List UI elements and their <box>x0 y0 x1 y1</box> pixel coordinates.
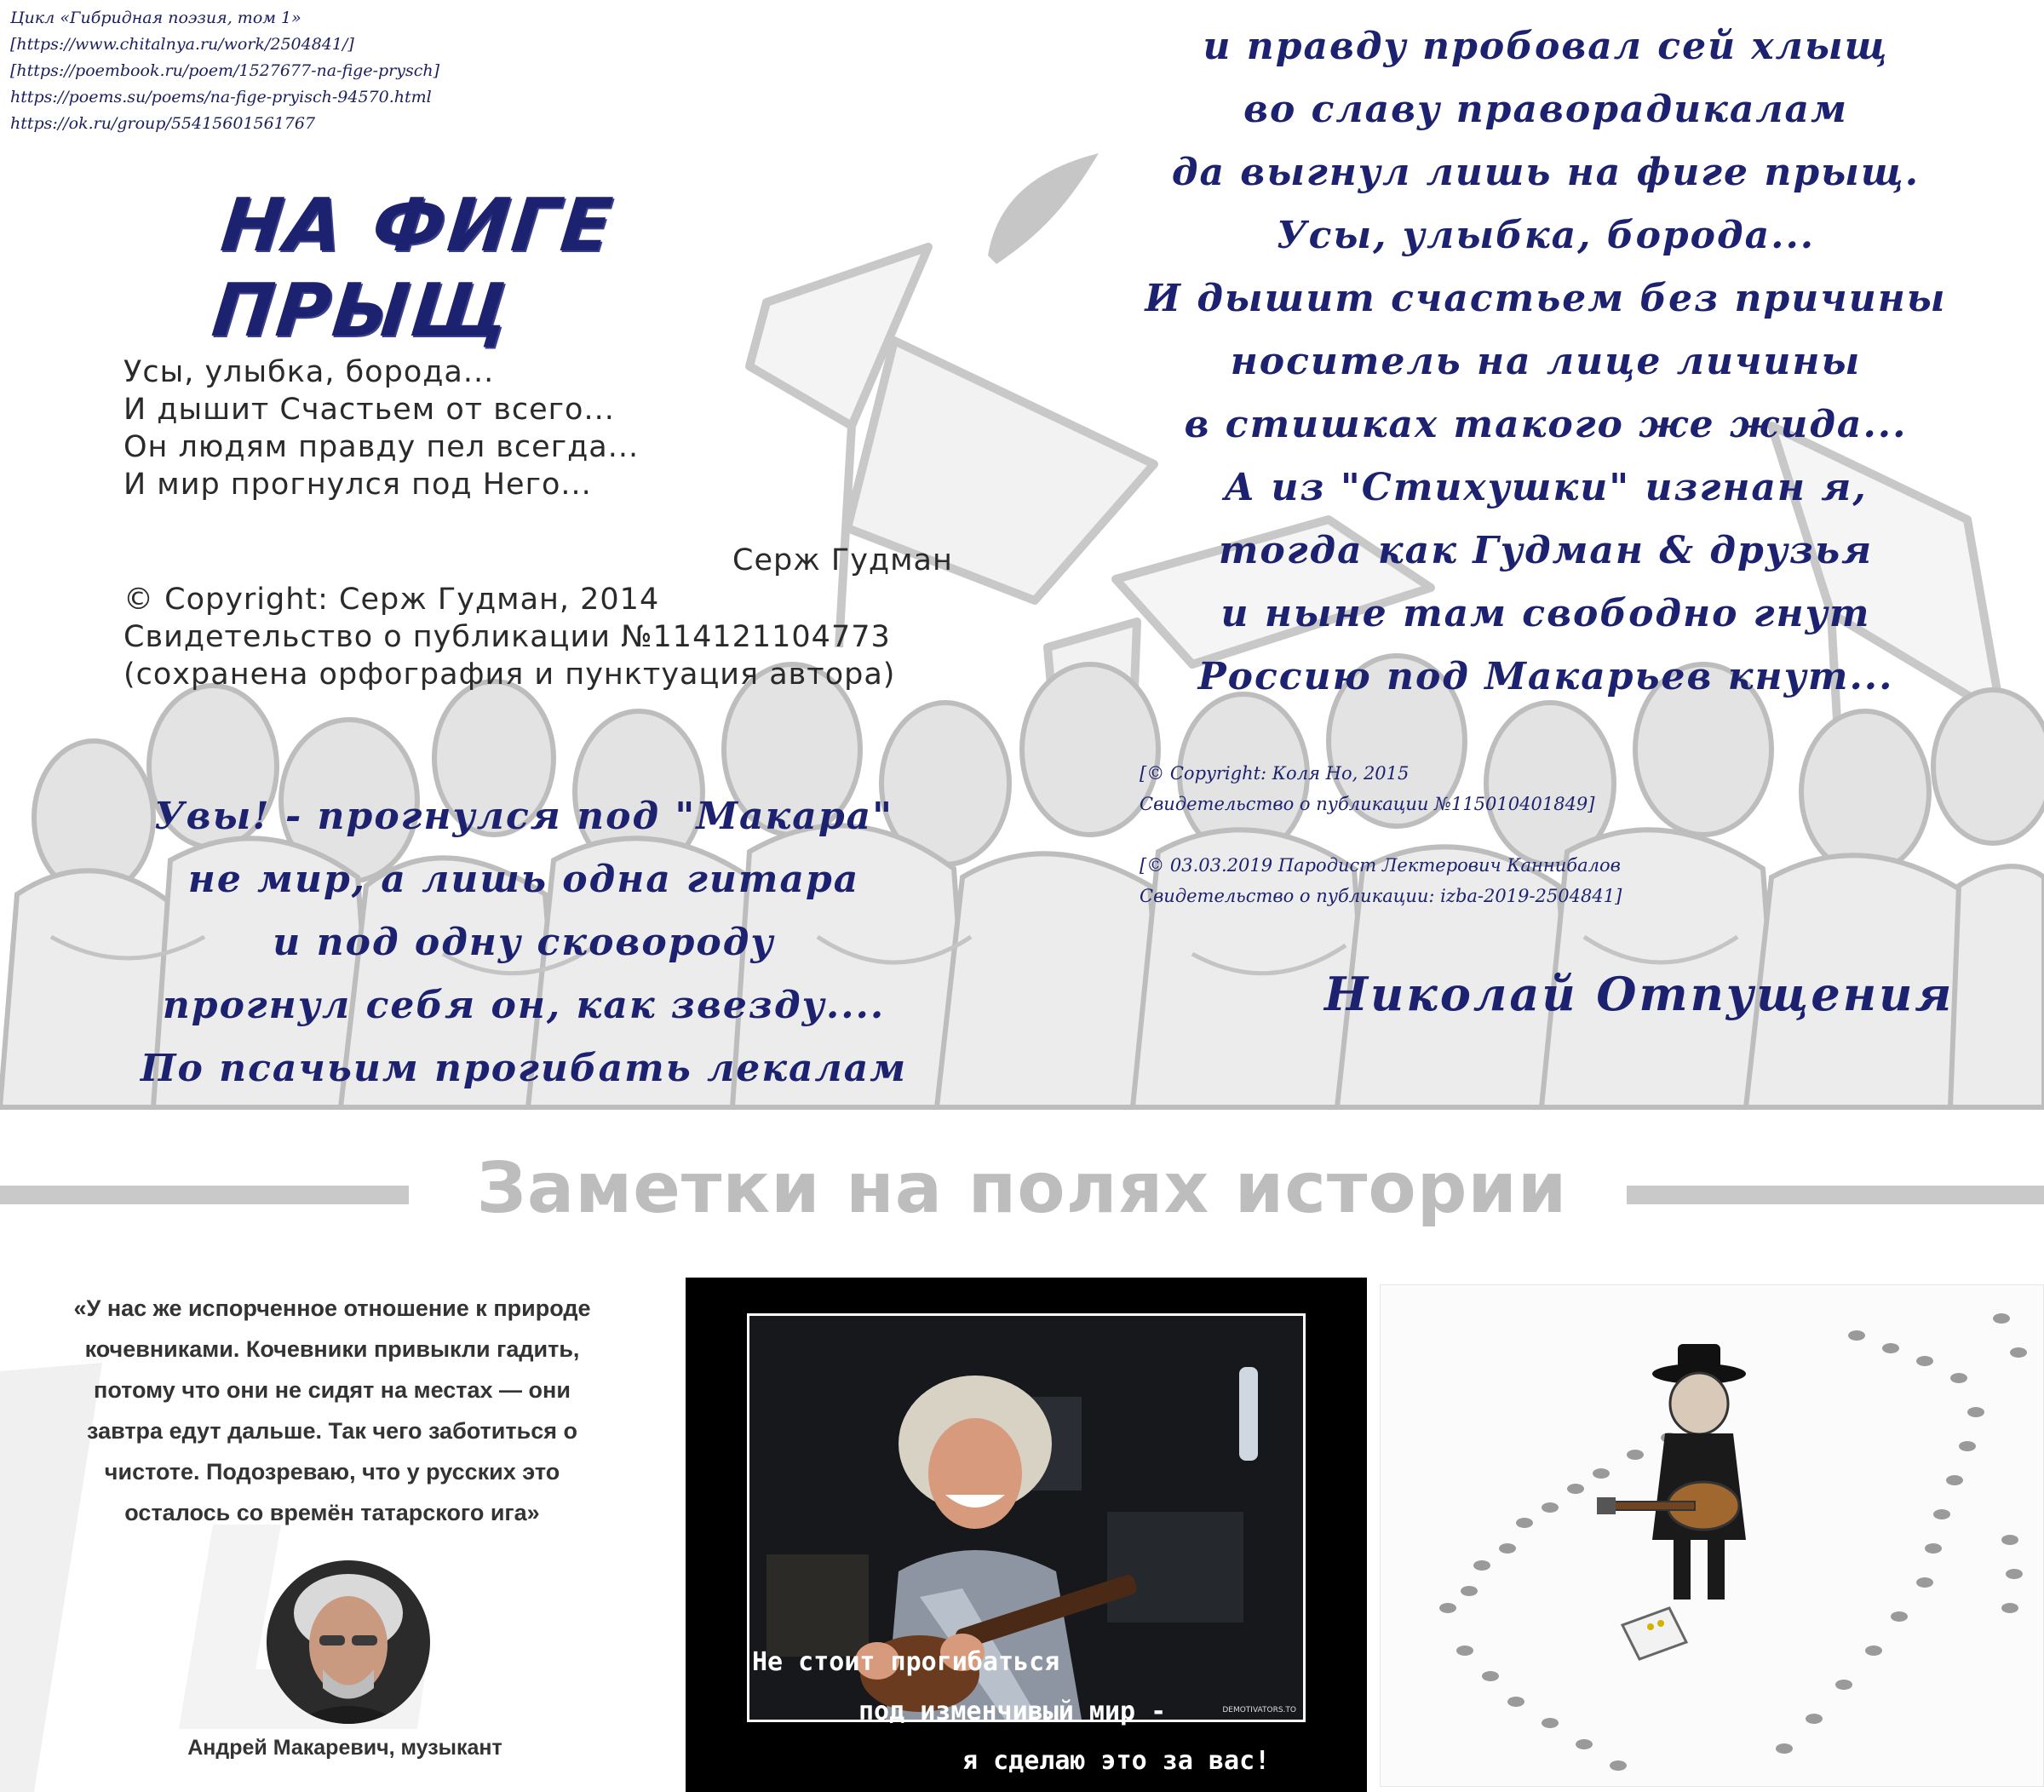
poem-line: Усы, улыбка, борода... <box>123 355 495 389</box>
quote-text <box>34 1288 630 1533</box>
parody-line: носитель на лице личины <box>1230 340 1862 383</box>
copyright-line: Свидетельство о публикации №114121104773 <box>123 620 891 654</box>
quote-line: осталось со времён татарского ига» <box>124 1500 540 1525</box>
poem-line: И мир прогнулся под Него... <box>123 468 592 502</box>
copyright-line: Свидетельство о публикации №115010401849] <box>1140 794 1595 814</box>
poem-line: И дышит Счастьем от всего... <box>123 393 615 427</box>
parody-line: и правду пробовал сей хлыщ <box>1203 25 1889 68</box>
quote-line: кочевниками. Кочевники привыкли гадить, <box>84 1336 580 1362</box>
poem-line: Он людям правду пел всегда... <box>123 430 640 464</box>
parody-line: да выгнул лишь на фиге прыщ. <box>1171 151 1921 194</box>
source-link[interactable]: [https://www.chitalnya.ru/work/2504841/] <box>10 35 354 54</box>
copyright-line: [© 03.03.2019 Пародист Лектерович Каннибалов <box>1140 855 1621 876</box>
avatar <box>267 1560 430 1724</box>
banner-rule-left <box>0 1186 409 1204</box>
cartoon-guitarist-in-snow <box>1380 1284 2044 1787</box>
parody-line: во славу праворадикалам <box>1243 88 1848 131</box>
parody-line: Увы! - прогнулся под "Макара" <box>153 795 894 838</box>
parody-line: и ныне там свободно гнут <box>1220 592 1871 635</box>
demotivator-poster <box>686 1278 1367 1792</box>
copyright-line: Свидетельство о публикации: izba-2019-2504841] <box>1140 886 1622 906</box>
quote-line: чистоте. Подозреваю, что у русских это <box>104 1459 560 1485</box>
parody-line: А из "Стихушки" изгнан я, <box>1224 466 1868 509</box>
parody-stanza-right <box>1099 15 1993 709</box>
copyright-line: (сохранена орфография и пунктуация автора) <box>123 658 896 692</box>
parody-copyright <box>1140 758 1906 911</box>
quote-caption: Андрей Макаревич, музыкант <box>187 1736 502 1760</box>
parody-line: Усы, улыбка, борода... <box>1276 214 1816 257</box>
quote-line: потому что они не сидят на местах — они <box>94 1377 571 1403</box>
banner-rule-right <box>1627 1186 2044 1204</box>
original-author: Серж Гудман <box>732 543 953 577</box>
source-link[interactable]: [https://poembook.ru/poem/1527677-na-fige-prysch] <box>10 61 440 80</box>
parody-author-signature: Николай Отпущения <box>1324 967 1955 1021</box>
source-link[interactable]: https://ok.ru/group/55415601561767 <box>10 114 316 133</box>
parody-line: не мир, а лишь одна гитара <box>187 858 860 901</box>
parody-line: тогда как Гудман & друзья <box>1218 529 1874 572</box>
copyright-line: [© Copyright: Коля Но, 2015 <box>1140 763 1410 784</box>
quote-line: завтра едут дальше. Так чего заботиться о <box>87 1418 577 1444</box>
caption-line: Не стоит прогибаться <box>752 1647 1060 1677</box>
source-links <box>10 5 606 137</box>
original-copyright <box>123 581 1060 693</box>
parody-line: По псачьим прогибать лекалам <box>140 1047 908 1090</box>
caption-line: под изменчивый мир - <box>858 1697 1167 1726</box>
quote-line: «У нас же испорченное отношение к природе <box>73 1295 591 1321</box>
cycle-title: Цикл «Гибридная поэзия, том 1» <box>10 9 301 27</box>
original-poem <box>123 353 771 503</box>
parody-line: и под одну сковороду <box>273 921 775 964</box>
copyright-line: © Copyright: Серж Гудман, 2014 <box>123 583 660 617</box>
quill-icon <box>988 153 1099 264</box>
spacer <box>1140 819 1906 850</box>
parody-line: Россию под Макарьев кнут... <box>1197 655 1894 698</box>
quote-panel <box>0 1269 673 1792</box>
source-link[interactable]: https://poems.su/poems/na-fige-pryisch-94570.html <box>10 88 432 106</box>
parody-line: И дышит счастьем без причины <box>1145 277 1947 320</box>
demotivator-watermark: DEMOTIVATORS.TO <box>1222 1706 1296 1714</box>
poem-title: НА ФИГЕ ПРЫЩ <box>208 183 618 353</box>
caption-line: я сделаю это за вас! <box>962 1746 1271 1776</box>
section-banner: Заметки на полях истории <box>476 1148 1568 1229</box>
parody-line: в стишках такого же жида... <box>1184 403 1908 446</box>
parody-stanza-left <box>77 785 971 1100</box>
parody-line: прогнул себя он, как звезду.... <box>162 984 886 1027</box>
